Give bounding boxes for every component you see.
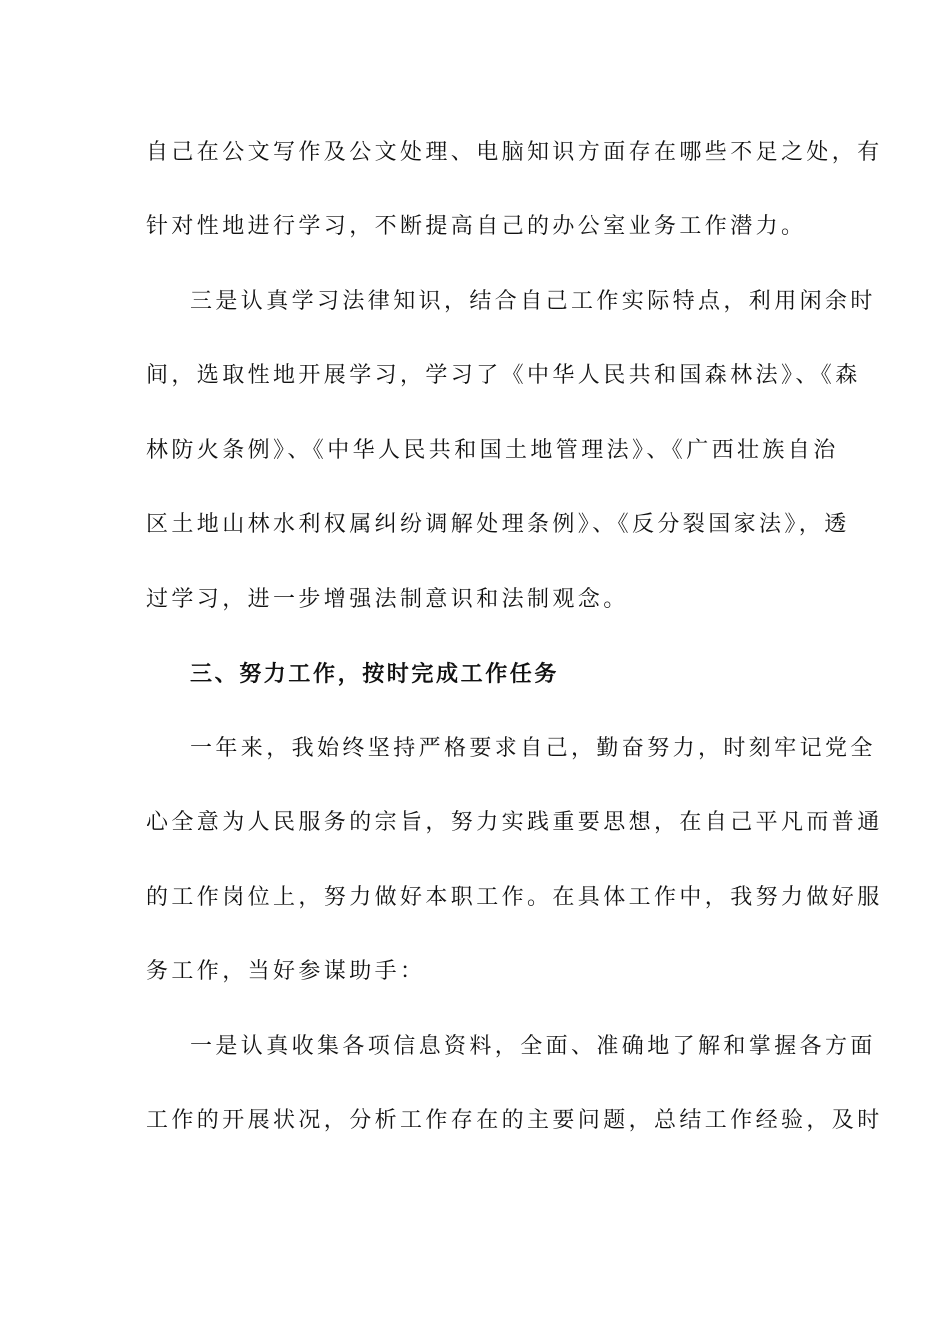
section-heading: 三、努力工作，按时完成工作任务: [190, 661, 560, 687]
text-line: 自己在公文写作及公文处理、电脑知识方面存在哪些不足之处，有: [146, 140, 883, 165]
text-line: 过学习，进一步增强法制意识和法制观念。: [146, 587, 629, 612]
text-line: 心全意为人民服务的宗旨，努力实践重要思想，在自己平凡而普通: [146, 810, 883, 835]
text-line: 的工作岗位上，努力做好本职工作。在具体工作中，我努力做好服: [146, 885, 883, 910]
paragraph-start-line: 三是认真学习法律知识，结合自己工作实际特点，利用闲余时: [190, 289, 876, 314]
paragraph-start-line: 一年来，我始终坚持严格要求自己，勤奋努力，时刻牢记党全: [190, 736, 876, 761]
text-line: 间，选取性地开展学习，学习了《中华人民共和国森林法》、《森: [146, 363, 861, 388]
text-line: 工作的开展状况，分析工作存在的主要问题，总结工作经验，及时: [146, 1108, 883, 1133]
text-line: 林防火条例》、《中华人民共和国土地管理法》、《广西壮族自治: [146, 438, 839, 463]
paragraph-start-line: 一是认真收集各项信息资料，全面、准确地了解和掌握各方面: [190, 1034, 876, 1059]
text-line: 区土地山林水利权属纠纷调解处理条例》、《反分裂国家法》，透: [146, 512, 850, 537]
text-line: 务工作，当好参谋助手：: [146, 959, 426, 984]
text-line: 针对性地进行学习，不断提高自己的办公室业务工作潜力。: [146, 214, 807, 239]
